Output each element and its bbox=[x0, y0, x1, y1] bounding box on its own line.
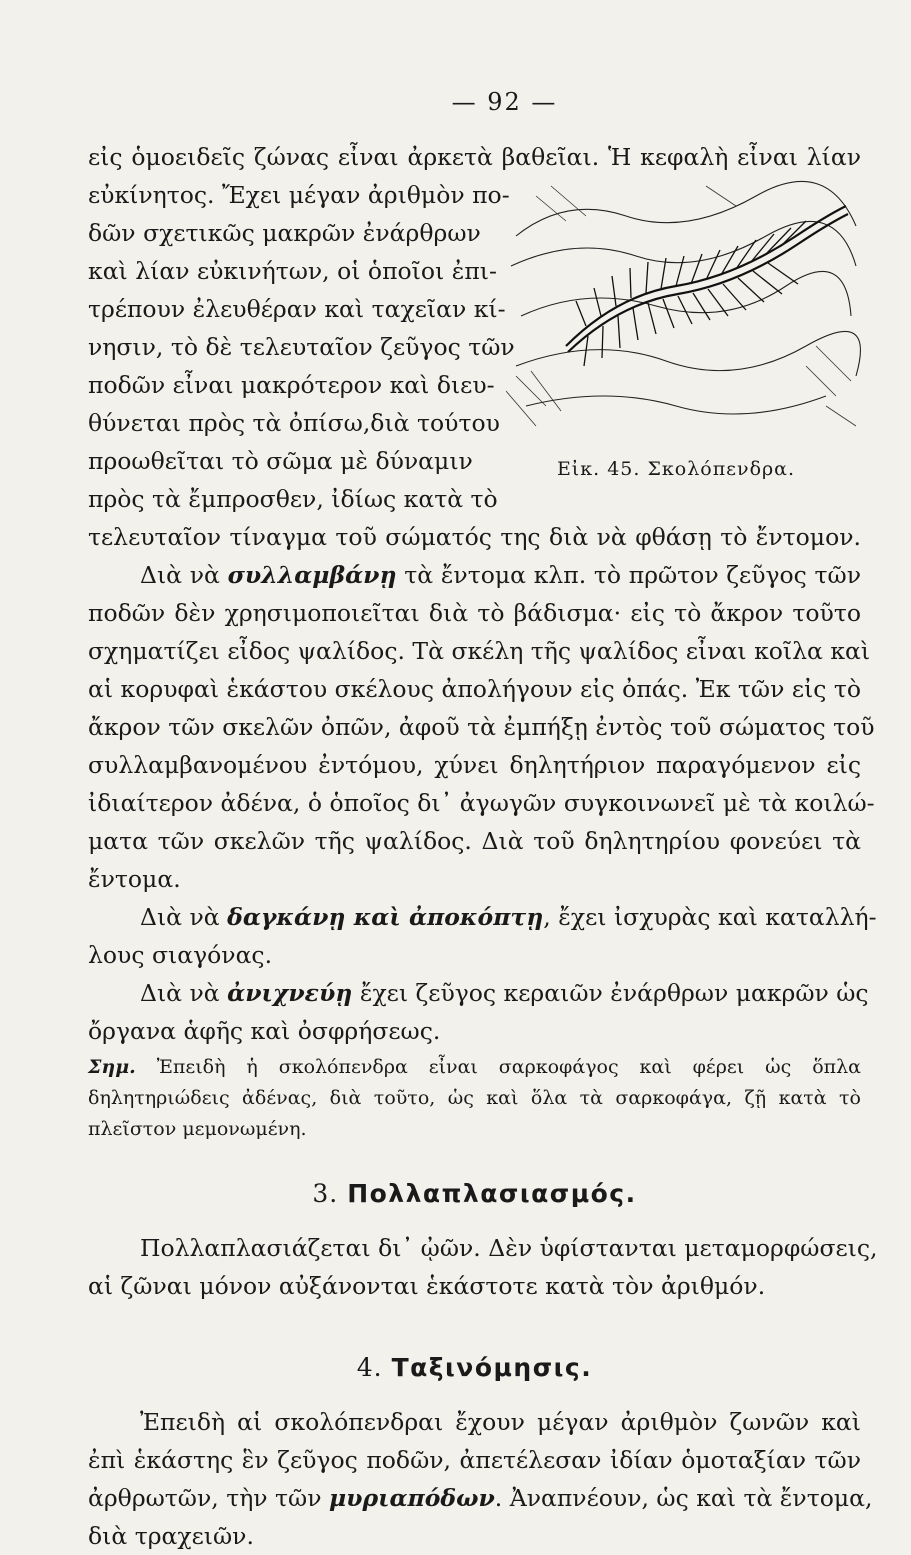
paragraph-line bbox=[88, 556, 861, 594]
main-text bbox=[88, 138, 878, 1555]
paragraph-line: ἐπὶ ἑκάστης ἓν ζεῦγος ποδῶν, ἀπετέλεσαν ἰδίαν ὁμοταξίαν τῶν bbox=[88, 1446, 861, 1474]
paragraph-line: Ἐπειδὴ αἱ σκολόπενδραι ἔχουν μέγαν ἀριθμὸν ζωνῶν καὶ bbox=[140, 1408, 861, 1436]
paragraph-line: εἰς ὁμοειδεῖς ζώνας εἶναι ἀρκετὰ βαθεῖαι. Ἡ κεφαλὴ εἶναι λίαν bbox=[88, 143, 861, 171]
paragraph-line: αἱ κορυφαὶ ἑκάστου σκέλους ἀπολήγουν εἰς ὀπάς. Ἐκ τῶν εἰς τὸ bbox=[88, 675, 862, 703]
paragraph-line: λους σιαγόνας. bbox=[88, 941, 273, 969]
paragraph-line: ἔντομα. bbox=[88, 865, 181, 893]
paragraph-line: σχηματίζει εἶδος ψαλίδος. Τὰ σκέλη τῆς ψαλίδος εἶναι κοῖλα καὶ bbox=[88, 637, 871, 665]
paragraph-text: . Ἀναπνέουν, ὡς καὶ τὰ ἔντομα, bbox=[494, 1484, 873, 1512]
note-line bbox=[88, 1052, 861, 1083]
paragraph-line bbox=[88, 1479, 873, 1517]
paragraph-line: προωθεῖται τὸ σῶμα μὲ δύναμιν bbox=[88, 447, 473, 475]
paragraph-line: νησιν, τὸ δὲ τελευταῖον ζεῦγος τῶν bbox=[88, 333, 515, 361]
emphasized-term: μυριαπόδων bbox=[328, 1484, 495, 1512]
note-text: Ἐπειδὴ ἡ σκολόπενδρα εἶναι σαρκοφάγος καὶ φέρει ὡς ὅπλα bbox=[135, 1056, 861, 1078]
paragraph-line: ὄργανα ἁφῆς καὶ ὀσφρήσεως. bbox=[88, 1017, 441, 1045]
paragraph-line: διὰ τραχειῶν. bbox=[88, 1522, 254, 1550]
paragraph-line: πρὸς τὰ ἔμπροσθεν, ἰδίως κατὰ τὸ bbox=[88, 485, 498, 513]
emphasized-term: συλλαμβάνῃ bbox=[227, 561, 397, 589]
section-number: 3. bbox=[312, 1179, 348, 1208]
section-heading bbox=[88, 1175, 861, 1213]
paragraph-line: τρέπουν ἐλευθέραν καὶ ταχεῖαν κί- bbox=[88, 295, 506, 323]
page-number: — 92 — bbox=[451, 88, 558, 116]
figure bbox=[491, 176, 861, 488]
note-line: δηλητηριώδεις ἀδένας, διὰ τοῦτο, ὡς καὶ ὅλα τὰ σαρκοφάγα, ζῇ κατὰ τὸ bbox=[88, 1087, 861, 1109]
figure-caption: Εἰκ. 45. Σκολόπενδρα. bbox=[556, 458, 796, 480]
paragraph-lead: Διὰ νὰ bbox=[140, 903, 228, 931]
emphasized-term: ἀνιχνεύῃ bbox=[227, 979, 353, 1007]
paragraph-text: τὰ ἔντομα κλπ. τὸ πρῶτον ζεῦγος τῶν bbox=[396, 561, 861, 589]
paragraph-line: ποδῶν δὲν χρησιμοποιεῖται διὰ τὸ βάδισμα· εἰς τὸ ἄκρον τοῦτο bbox=[88, 599, 861, 627]
paragraph-line: καὶ λίαν εὐκινήτων, οἱ ὁποῖοι ἐπι- bbox=[88, 257, 497, 285]
note-line: πλεῖστον μεμονωμένη. bbox=[88, 1118, 307, 1140]
paragraph-line: ἄκρον τῶν σκελῶν ὀπῶν, ἀφοῦ τὰ ἐμπήξῃ ἐντὸς τοῦ σώματος τοῦ bbox=[88, 713, 875, 741]
paragraph-text: , ἔχει ἰσχυρὰς καὶ καταλλή- bbox=[543, 903, 877, 931]
paragraph-text: ἔχει ζεῦγος κεραιῶν ἐνάρθρων μακρῶν ὡς bbox=[352, 979, 869, 1007]
paragraph-line: αἱ ζῶναι μόνον αὐξάνονται ἑκάστοτε κατὰ τὸν ἀριθμόν. bbox=[88, 1272, 766, 1300]
paragraph-lead: ἀρθρωτῶν, τὴν τῶν bbox=[88, 1484, 329, 1512]
paragraph-line bbox=[88, 898, 877, 936]
paragraph-lead: Διὰ νὰ bbox=[140, 979, 228, 1007]
paragraph-line: εὐκίνητος. Ἔχει μέγαν ἀριθμὸν πο- bbox=[88, 181, 510, 209]
paragraph-lead: Διὰ νὰ bbox=[140, 561, 228, 589]
paragraph-line: ματα τῶν σκελῶν τῆς ψαλίδος. Διὰ τοῦ δηλητηρίου φονεύει τὰ bbox=[88, 827, 861, 855]
note-label: Σημ. bbox=[88, 1056, 136, 1078]
paragraph-line: τελευταῖον τίναγμα τοῦ σώματός της διὰ νὰ φθάσῃ τὸ ἔντομον. bbox=[88, 523, 861, 551]
section-title: Πολλαπλασιασμός. bbox=[347, 1179, 637, 1208]
emphasized-term: δαγκάνῃ καὶ ἀποκόπτῃ bbox=[227, 903, 544, 931]
paragraph-line: Πολλαπλασιάζεται δι᾽ ᾠῶν. Δὲν ὑφίστανται μεταμορφώσεις, bbox=[140, 1234, 878, 1262]
paragraph-line: ποδῶν εἶναι μακρότερον καὶ διευ- bbox=[88, 371, 495, 399]
paragraph-line: δῶν σχετικῶς μακρῶν ἐνάρθρων bbox=[88, 219, 481, 247]
paragraph-line bbox=[88, 974, 869, 1012]
paragraph-line: συλλαμβανομένου ἐντόμου, χύνει δηλητήριον παραγόμενον εἰς bbox=[88, 751, 861, 779]
section-number: 4. bbox=[356, 1353, 392, 1382]
section-title: Ταξινόμησις. bbox=[391, 1353, 593, 1382]
centipede-engraving bbox=[506, 176, 861, 431]
section-heading bbox=[88, 1349, 861, 1387]
paragraph-line: θύνεται πρὸς τὰ ὀπίσω,διὰ τούτου bbox=[88, 409, 500, 437]
paragraph-line: ἰδιαίτερον ἀδένα, ὁ ὁποῖος δι᾽ ἀγωγῶν συγκοινωνεῖ μὲ τὰ κοιλώ- bbox=[88, 789, 875, 817]
footnote bbox=[88, 1052, 861, 1145]
